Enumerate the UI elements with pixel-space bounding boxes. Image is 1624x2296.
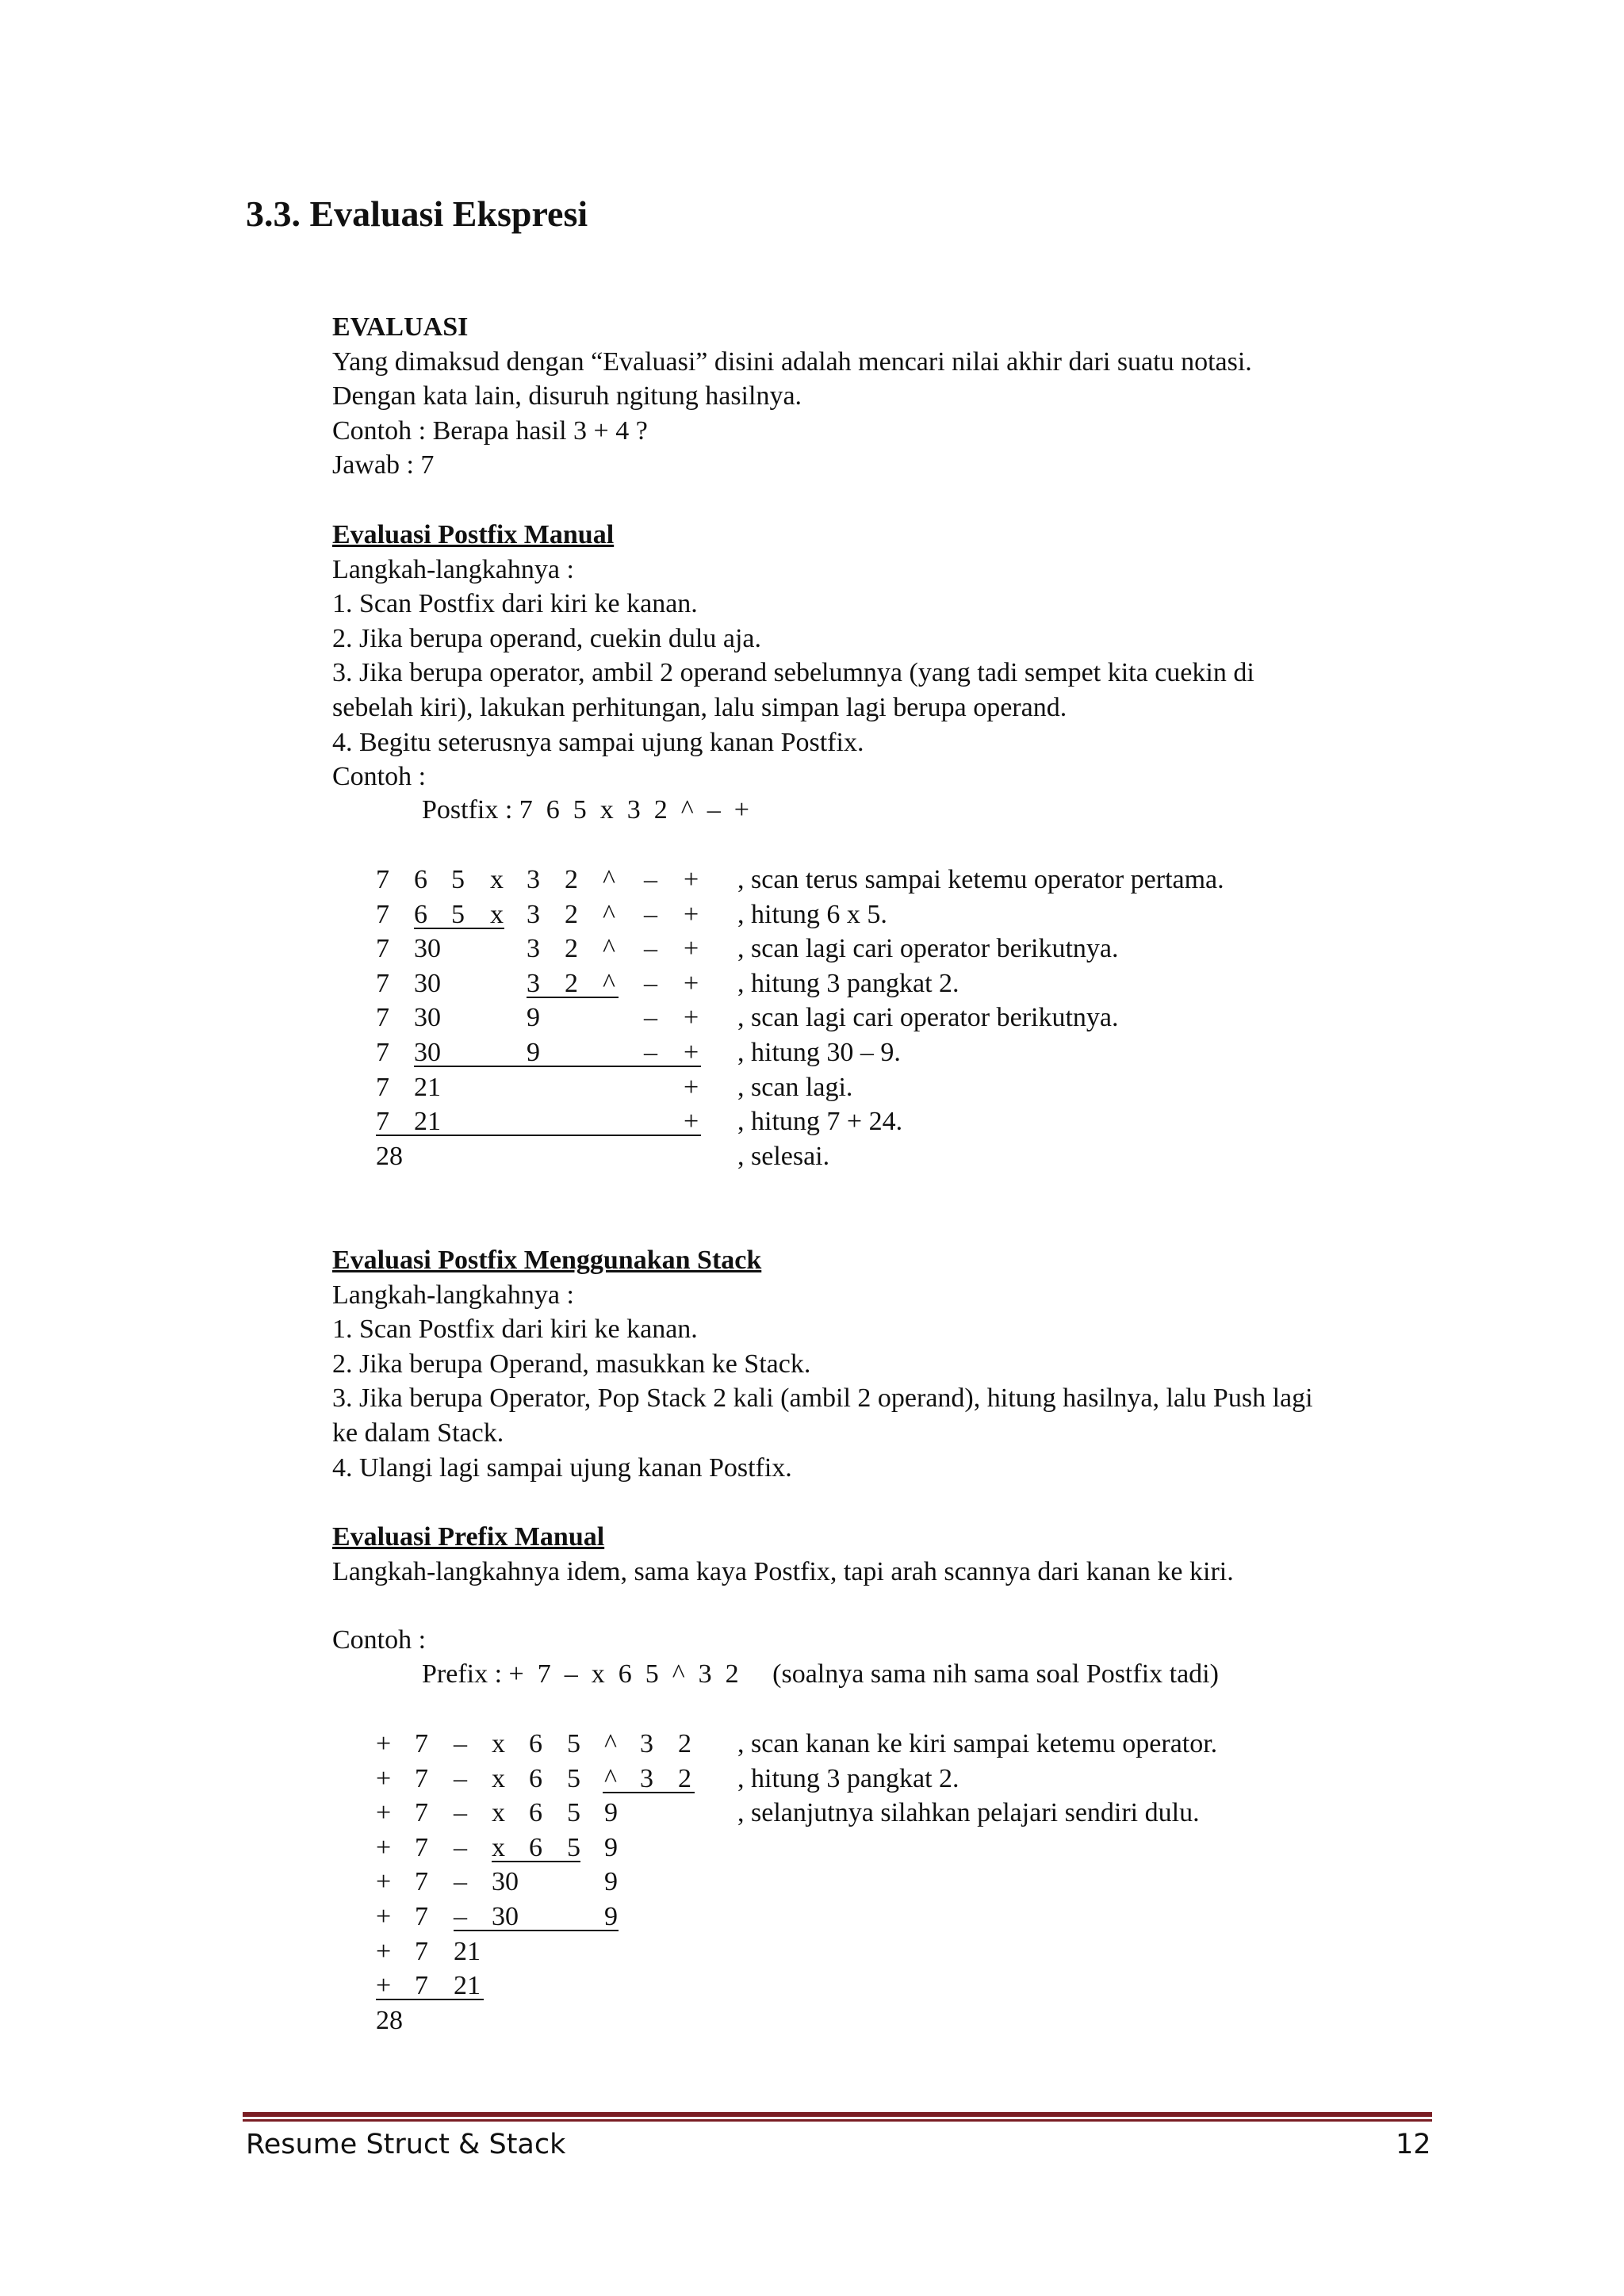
step-token: 2 xyxy=(678,1729,691,1758)
step-token: – xyxy=(644,968,657,998)
intro-block xyxy=(332,310,1252,483)
step-comment: , selanjutnya silahkan pelajari sendiri dulu. xyxy=(737,1798,1200,1828)
step-comment: , scan lagi cari operator berikutnya. xyxy=(737,934,1119,964)
step-token: 3 xyxy=(640,1763,653,1793)
step-token: + xyxy=(684,1038,699,1067)
step-token: + xyxy=(376,1971,392,2001)
footer-rule xyxy=(243,2112,1432,2117)
step-token: 3 xyxy=(640,1729,653,1758)
postfix-manual-line: 3. Jika berupa operator, ambil 2 operand sebelumnya (yang tadi sempet kita cuekin di xyxy=(332,658,1254,688)
step-token: 9 xyxy=(604,1902,618,1931)
step-token: 2 xyxy=(565,865,578,894)
step-token: 5 xyxy=(451,899,465,929)
step-comment: , selesai. xyxy=(737,1141,830,1171)
postfix-manual-line: 4. Begitu seterusnya sampai ujung kanan Postfix. xyxy=(332,727,864,757)
step-underline xyxy=(492,1861,580,1862)
postfix-expression: Postfix : 7 6 5 x 3 2 ^ – + xyxy=(422,795,749,825)
step-token: 6 xyxy=(529,1832,542,1862)
step-token: 30 xyxy=(492,1867,519,1897)
step-token: 21 xyxy=(454,1936,481,1966)
intro-line: Dengan kata lain, disuruh ngitung hasilnya. xyxy=(332,381,802,411)
prefix-expression: Prefix : + 7 – x 6 5 ^ 3 2 (soalnya sama nih sama soal Postfix tadi) xyxy=(422,1659,1219,1689)
step-token: – xyxy=(644,1038,657,1067)
intro-line: Yang dimaksud dengan “Evaluasi” disini adalah mencari nilai akhir dari suatu notasi. xyxy=(332,346,1252,377)
step-token: 9 xyxy=(604,1832,618,1862)
postfix-stack-line: 2. Jika berupa Operand, masukkan ke Stack. xyxy=(332,1349,811,1379)
postfix-manual-line: Langkah-langkahnya : xyxy=(332,554,574,584)
step-token: x xyxy=(492,1763,505,1793)
step-token: + xyxy=(684,1072,699,1102)
step-token: x xyxy=(490,865,504,894)
step-underline xyxy=(414,1066,701,1067)
step-comment: , hitung 3 pangkat 2. xyxy=(737,1763,959,1793)
step-token: 7 xyxy=(415,1971,428,2001)
step-comment: , scan lagi. xyxy=(737,1072,853,1102)
step-token: + xyxy=(684,1107,699,1137)
step-token: 6 xyxy=(529,1763,542,1793)
step-token: 7 xyxy=(376,968,389,998)
step-token: 7 xyxy=(415,1902,428,1931)
footer-rule-thin xyxy=(243,2119,1432,2122)
intro-line: Contoh : Berapa hasil 3 + 4 ? xyxy=(332,415,648,446)
step-token: 30 xyxy=(414,934,441,964)
step-token: 6 xyxy=(414,899,427,929)
step-token: 7 xyxy=(376,865,389,894)
step-underline xyxy=(376,1999,484,2000)
step-token: – xyxy=(454,1729,467,1758)
postfix-manual-title: Evaluasi Postfix Manual xyxy=(332,520,615,549)
step-token: + xyxy=(376,1763,392,1793)
step-token: + xyxy=(376,1832,392,1862)
step-token: + xyxy=(376,1902,392,1931)
step-token: – xyxy=(644,1003,657,1033)
step-token: x xyxy=(490,899,504,929)
step-token: + xyxy=(684,1003,699,1033)
prefix-manual-block xyxy=(332,1520,1234,1589)
step-underline xyxy=(414,928,504,929)
step-token: – xyxy=(454,1832,467,1862)
step-token: 5 xyxy=(567,1832,580,1862)
step-comment: , hitung 7 + 24. xyxy=(737,1107,903,1137)
step-token: 7 xyxy=(376,1003,389,1033)
step-token: – xyxy=(644,899,657,929)
step-underline xyxy=(454,1930,619,1931)
step-token: 7 xyxy=(376,1038,389,1067)
step-token: 2 xyxy=(565,899,578,929)
step-token: ^ xyxy=(603,968,615,998)
step-token: 6 xyxy=(529,1729,542,1758)
step-token: 28 xyxy=(376,2005,403,2035)
step-token: 6 xyxy=(414,865,427,894)
step-token: 3 xyxy=(527,934,540,964)
step-comment: , hitung 6 x 5. xyxy=(737,899,887,929)
step-token: 7 xyxy=(415,1729,428,1758)
postfix-manual-line: Contoh : xyxy=(332,762,427,792)
step-underline xyxy=(376,1135,701,1136)
postfix-stack-block xyxy=(332,1243,1313,1485)
step-comment: , scan terus sampai ketemu operator pertama. xyxy=(737,865,1224,894)
step-token: 7 xyxy=(415,1867,428,1897)
step-token: ^ xyxy=(603,934,615,964)
step-comment: , scan lagi cari operator berikutnya. xyxy=(737,1003,1119,1033)
postfix-manual-line: 2. Jika berupa operand, cuekin dulu aja. xyxy=(332,623,761,653)
postfix-stack-line: 1. Scan Postfix dari kiri ke kanan. xyxy=(332,1314,698,1345)
step-token: 7 xyxy=(376,1072,389,1102)
step-token: ^ xyxy=(603,865,615,894)
step-token: – xyxy=(644,865,657,894)
step-token: 21 xyxy=(414,1072,441,1102)
step-token: – xyxy=(454,1798,467,1828)
step-token: x xyxy=(492,1798,505,1828)
step-token: 9 xyxy=(527,1003,540,1033)
step-token: + xyxy=(376,1729,392,1758)
step-token: 30 xyxy=(414,1038,441,1067)
step-comment: , hitung 30 – 9. xyxy=(737,1038,901,1067)
step-token: 30 xyxy=(414,1003,441,1033)
postfix-stack-title: Evaluasi Postfix Menggunakan Stack xyxy=(332,1246,762,1275)
intro-title: EVALUASI xyxy=(332,312,469,342)
postfix-manual-line: 1. Scan Postfix dari kiri ke kanan. xyxy=(332,589,698,619)
step-token: ^ xyxy=(604,1763,617,1793)
step-token: + xyxy=(376,1798,392,1828)
step-token: 7 xyxy=(376,899,389,929)
step-token: 7 xyxy=(415,1832,428,1862)
step-token: + xyxy=(684,934,699,964)
step-token: 21 xyxy=(414,1107,441,1137)
step-token: – xyxy=(644,934,657,964)
step-token: 21 xyxy=(454,1971,481,2001)
postfix-manual-line: sebelah kiri), lakukan perhitungan, lalu simpan lagi berupa operand. xyxy=(332,692,1067,722)
prefix-example-label: Contoh : xyxy=(332,1625,427,1655)
footer-title: Resume Struct & Stack xyxy=(246,2129,566,2160)
step-token: + xyxy=(684,899,699,929)
step-token: 30 xyxy=(492,1902,519,1931)
step-token: + xyxy=(376,1936,392,1966)
step-token: – xyxy=(454,1867,467,1897)
step-token: x xyxy=(492,1832,505,1862)
step-token: 2 xyxy=(678,1763,691,1793)
step-underline xyxy=(603,1792,695,1793)
step-token: + xyxy=(684,865,699,894)
page-number: 12 xyxy=(1396,2129,1431,2160)
step-token: + xyxy=(376,1867,392,1897)
step-token: 3 xyxy=(527,968,540,998)
prefix-manual-title: Evaluasi Prefix Manual xyxy=(332,1522,605,1552)
step-token: 7 xyxy=(415,1936,428,1966)
step-token: 6 xyxy=(529,1798,542,1828)
step-token: 2 xyxy=(565,968,578,998)
step-comment: , scan kanan ke kiri sampai ketemu operator. xyxy=(737,1729,1218,1758)
step-token: 5 xyxy=(567,1798,580,1828)
step-token: + xyxy=(684,968,699,998)
postfix-stack-line: ke dalam Stack. xyxy=(332,1418,504,1448)
step-token: 7 xyxy=(376,934,389,964)
step-token: ^ xyxy=(603,899,615,929)
step-token: 9 xyxy=(604,1867,618,1897)
step-token: 7 xyxy=(415,1798,428,1828)
step-token: – xyxy=(454,1902,467,1931)
step-token: 28 xyxy=(376,1141,403,1171)
step-token: 5 xyxy=(567,1763,580,1793)
intro-line: Jawab : 7 xyxy=(332,450,435,480)
step-token: 7 xyxy=(415,1763,428,1793)
step-token: 5 xyxy=(567,1729,580,1758)
step-token: 5 xyxy=(451,865,465,894)
step-token: x xyxy=(492,1729,505,1758)
step-underline xyxy=(527,997,619,998)
step-token: 3 xyxy=(527,865,540,894)
section-heading: 3.3. Evaluasi Ekspresi xyxy=(246,193,588,234)
step-token: 7 xyxy=(376,1107,389,1137)
postfix-stack-line: 3. Jika berupa Operator, Pop Stack 2 kali (ambil 2 operand), hitung hasilnya, lalu Push lagi xyxy=(332,1383,1313,1414)
prefix-manual-description: Langkah-langkahnya idem, sama kaya Postfix, tapi arah scannya dari kanan ke kiri. xyxy=(332,1556,1234,1586)
step-token: ^ xyxy=(604,1729,617,1758)
postfix-stack-line: Langkah-langkahnya : xyxy=(332,1280,574,1310)
postfix-manual-block xyxy=(332,518,1254,794)
step-token: 9 xyxy=(604,1798,618,1828)
step-token: 30 xyxy=(414,968,441,998)
postfix-stack-line: 4. Ulangi lagi sampai ujung kanan Postfix. xyxy=(332,1452,792,1483)
step-token: 9 xyxy=(527,1038,540,1067)
step-comment: , hitung 3 pangkat 2. xyxy=(737,968,959,998)
step-token: 2 xyxy=(565,934,578,964)
step-token: – xyxy=(454,1763,467,1793)
step-token: 3 xyxy=(527,899,540,929)
